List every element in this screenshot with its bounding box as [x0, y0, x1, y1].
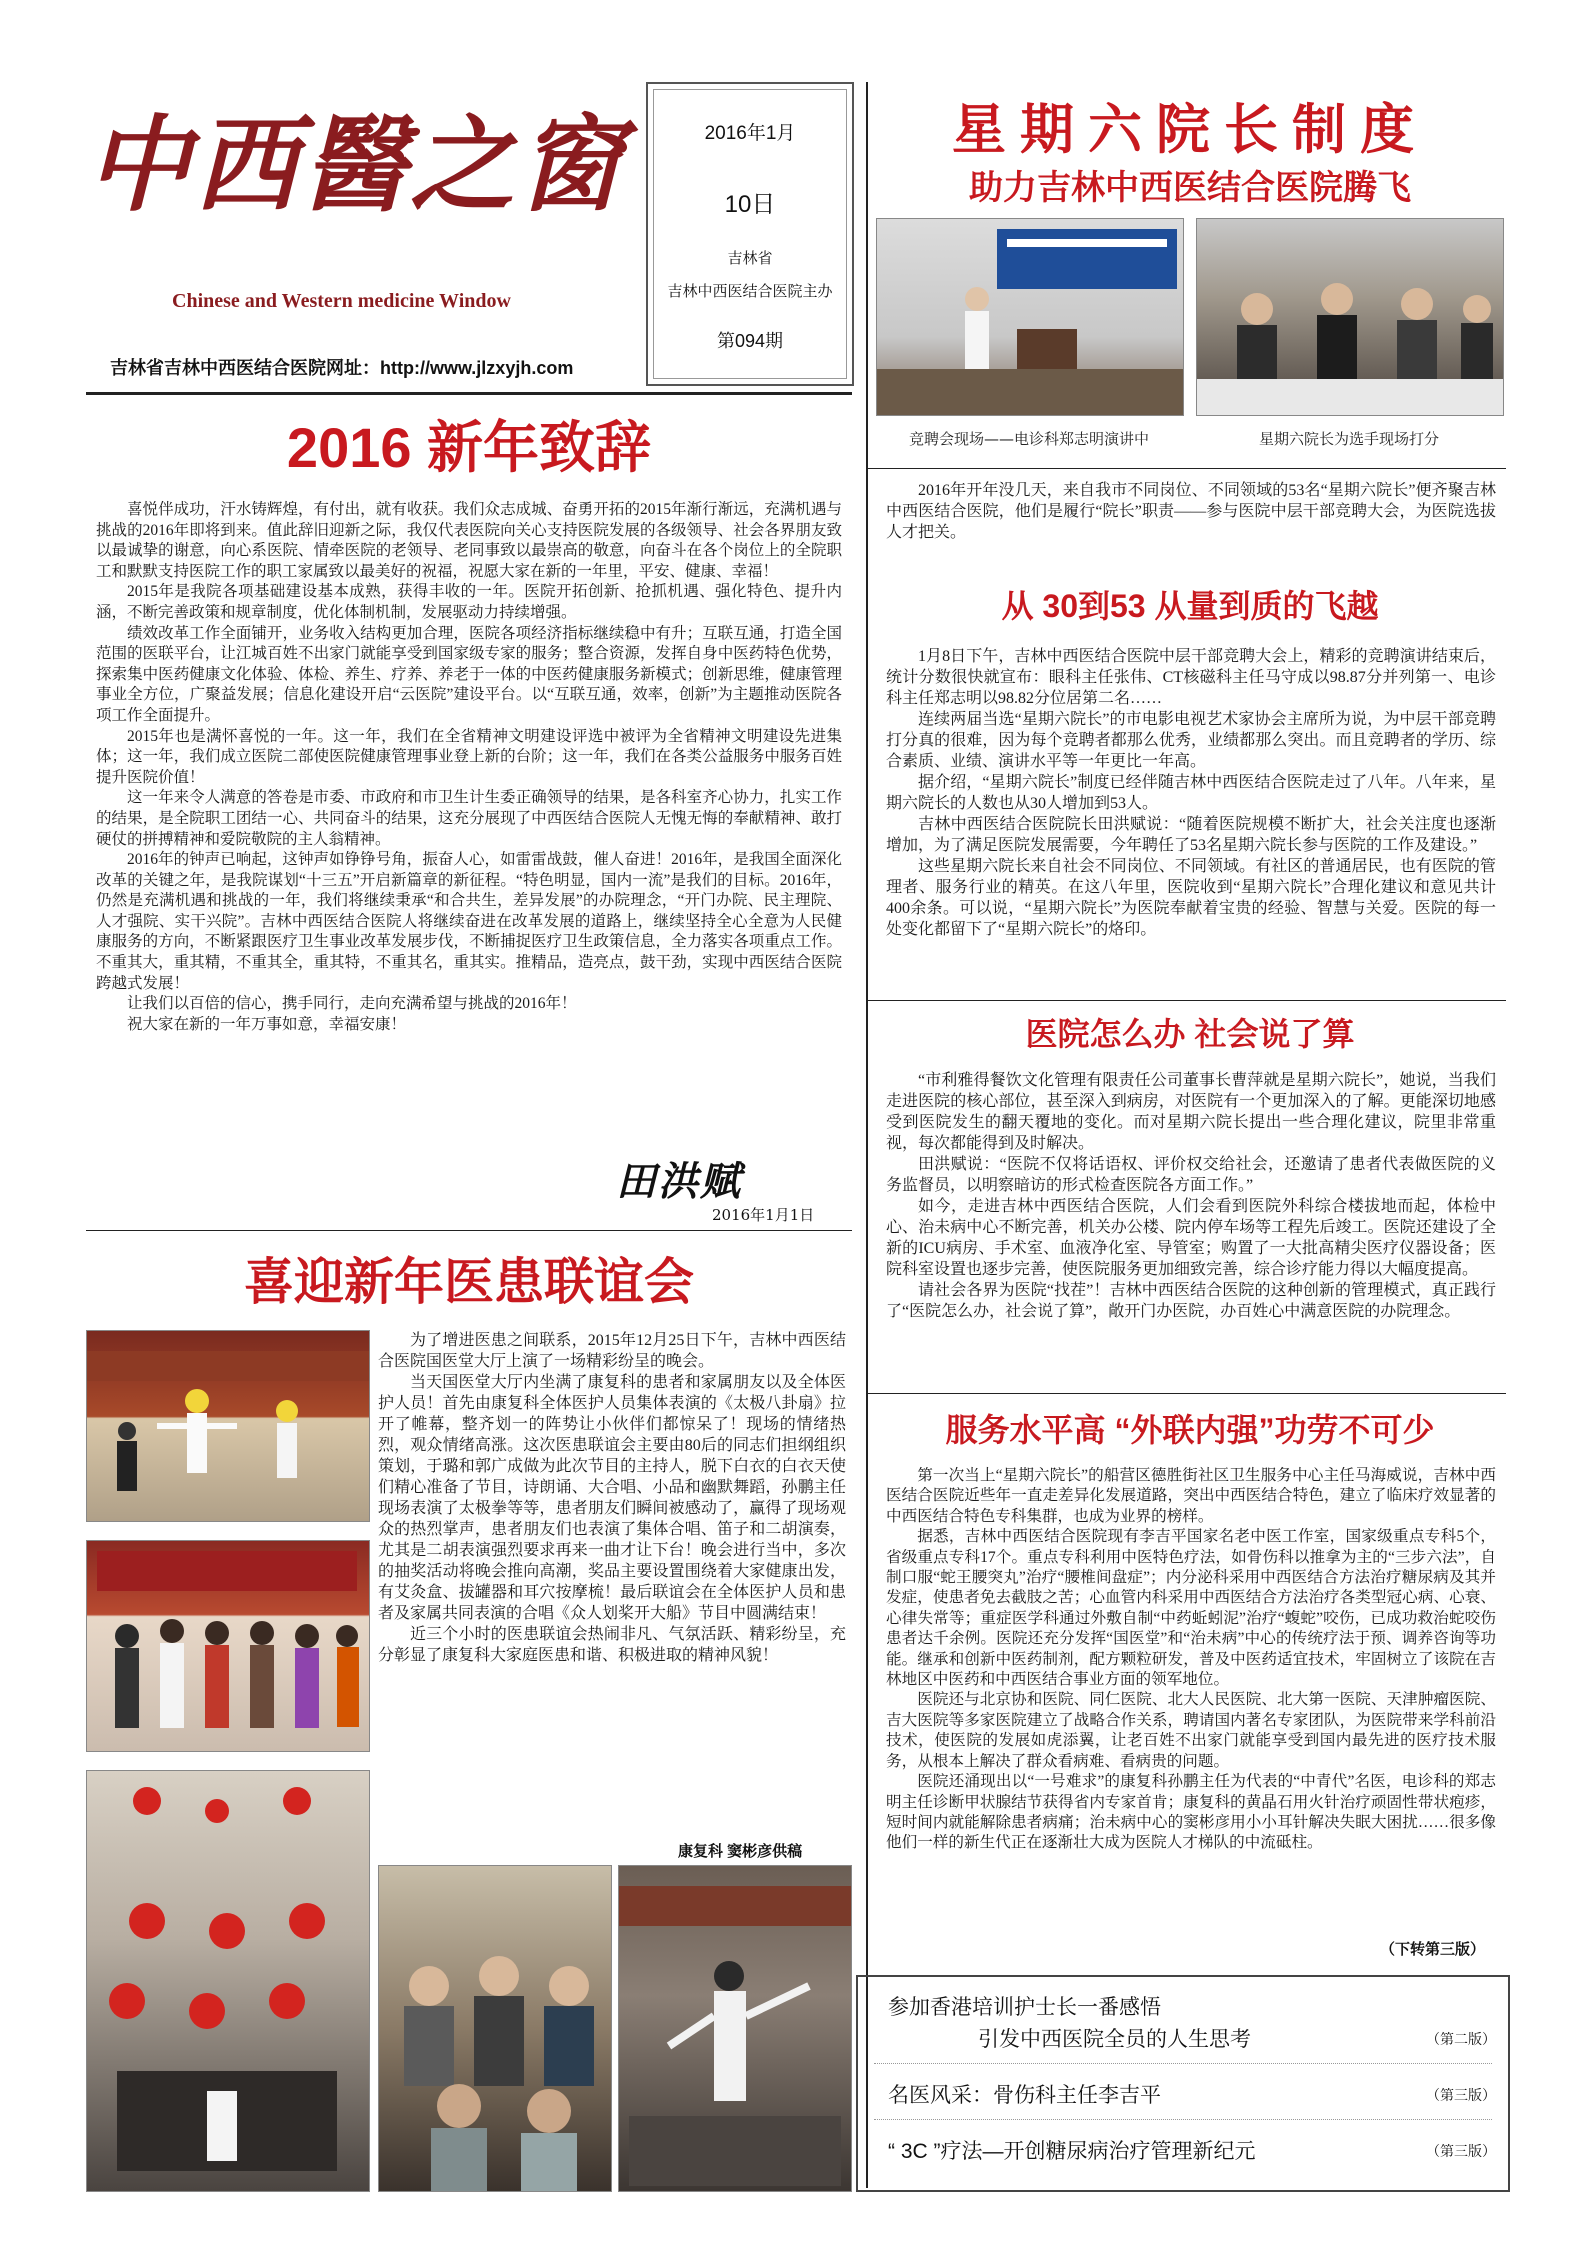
s3-body: [886, 1466, 1496, 1854]
new-year-paragraph: 这一年来令人满意的答卷是市委、市政府和市卫生计生委正确领导的结果，是各科室齐心协力，扎实工作的结果，是全院职工团结一心、共同奋斗的结果，这充分展现了中西医结合医院人无愧无悔的奉献精神、敢打硬仗的拼搏精神和爱院敬院的主人翁精神。: [96, 789, 842, 848]
toc-item-2-page: （第三版）: [1426, 2088, 1496, 2104]
new-year-paragraph: 让我们以百倍的信心，携手同行，走向充满希望与挑战的2016年！: [127, 995, 577, 1013]
issue-year-month: 2016年1月: [704, 123, 796, 144]
new-year-body: [96, 500, 842, 1035]
issue-number: 第094期: [716, 331, 784, 351]
s1-paragraph: 1月8日下午，吉林中西医结合医院中层干部竞聘大会上，精彩的竞聘演讲结束后，统计分数很快就宣布：眼科主任张伟、CT核磁科主任马守成以98.87分并列第一、电诊科主任郑志明以98.82分位居第二名……: [886, 648, 1496, 707]
audience-illustration: [379, 1866, 611, 2191]
s2-paragraph: 请社会各界为医院“找茬”！吉林中西医结合医院的这种创新的管理模式，真正践行了“医院怎么办，社会说了算”，敞开门办医院，办百姓心中满意医院的办院理念。: [886, 1282, 1496, 1320]
photo-competition-speech: [876, 218, 1184, 416]
photo-scoring: [1196, 218, 1504, 416]
masthead-english-name: Chinese and Western medicine Window: [172, 290, 511, 312]
toc-item-3-page: （第三版）: [1426, 2144, 1496, 2160]
new-year-paragraph: 喜悦伴成功，汗水铸辉煌，有付出，就有收获。我们众志成城、奋勇开拓的2015年渐行渐远，充满机遇与挑战的2016年即将到来。值此辞旧迎新之际，我仅代表医院向关心支持医院发展的各级领导、社会各界朋友致以最诚挚的谢意，向心系医院、情牵医院的老领导、老同事致以最崇高的敬意，向奋斗在各个岗位上的全院职工和默默支持医院工作的职工家属致以最美好的祝福，祝愿大家在新的一年里，平安、健康、幸福！: [96, 501, 842, 580]
website-line: 吉林省吉林中西医结合医院网址：http://www.jlzxyjh.com: [110, 358, 574, 378]
toc-item-1-page: （第二版）: [1426, 2032, 1496, 2048]
party-photo-audience: [378, 1865, 612, 2192]
new-year-paragraph: 祝大家在新的一年万事如意，幸福安康！: [127, 1015, 407, 1033]
masthead-rule: [86, 392, 852, 395]
s3-paragraph: 据悉，吉林中西医结合医院现有李吉平国家名老中医工作室，国家级重点专科5个，省级重点专科17个。重点专科利用中医特色疗法，如骨伤科以推拿为主的“三步六法”，自制口服“蛇王腰突丸”治疗“腰椎间盘症”；内分泌科采用中西医结合方法治疗糖尿病及其并发症，使患者免去截肢之苦；心血管内科采用中西医结合方法治疗各类型冠心病、心衰、心律失常等；重症医学科通过外敷自制“中药蚯蚓泥”治疗“蝮蛇”咬伤，已成功救治蛇咬伤患者达千余例。医院还充分发挥“国医堂”和“治未病”中心的传统疗法于预、调养咨询等功能。继承和创新中医药制剂，配方颗粒研发，普及中医药适宜技术，牢固树立了该院在吉林地区中医药和中西医结合事业方面的领军地位。: [886, 1528, 1496, 1689]
scoring-scene-illustration: [1197, 219, 1503, 415]
issue-province: 吉林省: [727, 250, 773, 267]
party-photo-group: [86, 1540, 370, 1752]
saturday-title: 星期六院长制度: [952, 100, 1428, 160]
new-year-paragraph: 2016年的钟声已响起，这钟声如铮铮号角，振奋人心，如雷雷战鼓，催人奋进！2016年，是我国全面深化改革的关键之年，是我院谋划“十三五”开启新篇章的新征程。“特色明显，国内一流”是我们的目标。2016年，仍然是充满机遇和挑战的一年，我们将继续秉承“和合共生，差异发展”的办院理念，“开门办院、民主理院、人才强院、实干兴院”。吉林中西医结合医院人将继续奋进在改革发展的道路上，继续坚持全心全意为人民健康服务的方向，不断紧跟医疗卫生事业改革发展步伐，不断捕捉医疗卫生政策信息，全力落实各项重点工作。不重其大，重其精，不重其全，重其特，不重其名，重其实。推精品，造亮点，鼓干劲，实现中西医结合医院跨越式发展！: [96, 851, 842, 992]
s2-title: 医院怎么办 社会说了算: [1025, 1016, 1355, 1052]
toc-item-1-line1[interactable]: 参加香港培训护士长一番感悟: [888, 1996, 1161, 2019]
masthead: [86, 100, 646, 320]
speech-scene-illustration: [877, 219, 1183, 415]
s1-title: 从 30到53 从量到质的飞越: [1001, 588, 1379, 624]
new-year-paragraph: 2015年也是满怀喜悦的一年。这一年，我们在全省精神文明建设评选中被评为全省精神文明建设先进集体；这一年，我们成立医院二部使医院健康管理事业登上新的台阶；这一年，我们在各类公益服务中服务百姓提升医院价值！: [96, 727, 842, 786]
s2-paragraph: 如今，走进吉林中西医结合医院，人们会看到医院外科综合楼拔地而起，体检中心、治未病中心不断完善，机关办公楼、院内停车场等工程先后竣工。医院还建设了全新的ICU病房、手术室、血液净化室、导管室；购置了一大批高精尖医疗仪器设备；医院科室设置也逐步完善，使医院服务更加细致完善，综合诊疗能力得以大幅度提高。: [886, 1198, 1496, 1278]
contents-box: [856, 1975, 1510, 2192]
party-paragraph: 当天国医堂大厅内坐满了康复科的患者和家属朋友以及全体医护人员！首先由康复科全体医护人员集体表演的《太极八卦扇》拉开了帷幕，整齐划一的阵势让小伙伴们都惊呆了！现场的情绪热烈，观众情绪高涨。这次医患联谊会主要由80后的同志们担纲组织策划，于璐和郭广成做为此次节目的主持人，脱下白衣的白衣天使们精心准备了节目，诗朗诵、大合唱、小品和幽默舞蹈，孙鹏主任现场表演了太极拳等等，患者朋友们瞬间被感动了，赢得了现场观众的热烈掌声，患者朋友们也表演了集体合唱、笛子和二胡演奏，尤其是二胡表演强烈要求再来一曲才让下台！晚会进行当中，多次的抽奖活动将晚会推向高潮，奖品主要设置围绕着大家健康出发，有艾灸盒、拔罐器和耳穴按摩梳！最后联谊会在全体医护人员和患者及家属共同表演的合唱《众人划桨开大船》节目中圆满结束！: [378, 1374, 846, 1622]
caption-scoring: 星期六院长为选手现场打分: [1258, 430, 1439, 448]
party-paragraph: 近三个小时的医患联谊会热闹非凡、气氛活跃、精彩纷呈，充分彰显了康复科大家庭医患和谐、积极进取的精神风貌！: [378, 1626, 846, 1664]
section-rule-right-2: [866, 1000, 1506, 1001]
s2-paragraph: 田洪赋说：“医院不仅将话语权、评价权交给社会，还邀请了患者代表做医院的义务监督员，以明察暗访的形式检查医院各方面工作。”: [886, 1156, 1496, 1194]
issue-day: 10日: [724, 191, 776, 218]
s1-paragraph: 这些星期六院长来自社会不同岗位、不同领域。有社区的普通居民，也有医院的管理者、服务行业的精英。在这八年里，医院收到“星期六院长”合理化建议和意见共计400余条。可以说，“星期六院长”为医院奉献着宝贵的经验、智慧与关爱。医院的每一处变化都留下了“星期六院长”的烙印。: [886, 858, 1496, 938]
s3-title: 服务水平高 “外联内强”功劳不可少: [945, 1412, 1435, 1448]
masthead-logo: 中西醫之窗: [86, 103, 627, 226]
group-photo-illustration: [87, 1541, 369, 1751]
signature: 田洪赋: [616, 1158, 742, 1205]
section-rule-right-3: [866, 1393, 1506, 1394]
party-title: 喜迎新年医患联谊会: [244, 1254, 694, 1310]
s1-paragraph: 连续两届当选“星期六院长”的市电影电视艺术家协会主席所为说，为中层干部竞聘打分真的很难，因为每个竞聘者都那么优秀，业绩都那么突出。而且竞聘者的学历、综合素质、业绩、演讲水平等一年更比一年高。: [886, 711, 1496, 770]
party-photo-dance: [86, 1330, 370, 1522]
s2-paragraph: “市利雅得餐饮文化管理有限责任公司董事长曹萍就是星期六院长”，她说，当我们走进医院的核心部位，甚至深入到病房，对医院有一个更加深入的了解。更能深切地感受到医院发生的翻天覆地的变化。而对星期六院长提出一些合理化建议，院里非常重视，每次都能得到及时解决。: [886, 1072, 1496, 1152]
toc-item-3[interactable]: “ 3C ”疗法—开创糖尿病治疗管理新纪元: [888, 2140, 1256, 2163]
s1-paragraph: 据介绍，“星期六院长”制度已经伴随吉林中西医结合医院走过了八年。八年来，星期六院长的人数也从30人增加到53人。: [886, 774, 1496, 812]
party-photo-fan-dance: [86, 1770, 370, 2192]
new-year-date: 2016年1月1日: [712, 1206, 815, 1224]
fan-dance-illustration: [87, 1771, 369, 2191]
dance-scene-illustration: [87, 1331, 369, 1521]
column-divider: [866, 82, 868, 2188]
saturday-intro-paragraph: 2016年开年没几天，来自我市不同岗位、不同领域的53名“星期六院长”便齐聚吉林中西医结合医院，他们是履行“院长”职责——参与医院中层干部竞聘大会，为医院选拔人才把关。: [886, 482, 1496, 541]
party-body: [378, 1330, 846, 1666]
saturday-intro: [886, 480, 1496, 543]
s1-body: [886, 646, 1496, 940]
new-year-paragraph: 绩效改革工作全面铺开，业务收入结构更加合理，医院各项经济指标继续稳中有升；互联互通，打造全国范围的医联平台，让江城百姓不出家门就能享受到国家级专家的服务；整合资源，发挥自身中医药特色优势，探索集中医药健康文化体验、体检、养生、疗养、养老于一体的中医药健康服务新模式；创新思维，健康管理事业全方位，广聚益发展；信息化建设开启“云医院”建设平台。以“互联互通，效率，创新”为主题推动医院各项工作全面提升。: [96, 624, 842, 724]
party-credit: 康复科 窦彬彦供稿: [678, 1843, 803, 1860]
toc-divider-2: [874, 2119, 1492, 2120]
s3-paragraph: 医院还涌现出以“一号难求”的康复科孙鹏主任为代表的“中青代”名医，电诊科的郑志明主任诊断甲状腺结节获得省内专家首肯；康复科的黄晶石用火针治疗顽固性带状疱疹，短时间内就能解除患者病痛；治未病中心的窦彬彦用小小耳针解决失眠大困扰……很多像他们一样的新生代正在逐渐壮大成为医院人才梯队的中流砥柱。: [886, 1773, 1496, 1852]
s3-paragraph: 第一次当上“星期六院长”的船营区德胜街社区卫生服务中心主任马海威说，吉林中西医结合医院近些年一直走差异化发展道路，突出中西医结合特色，建立了临床疗效显著的中西医结合特色专科集群，也成为业界的榜样。: [886, 1467, 1496, 1525]
saturday-subtitle: 助力吉林中西医结合医院腾飞: [969, 169, 1411, 207]
taichi-illustration: [619, 1866, 851, 2191]
issue-info-box: [646, 82, 854, 386]
new-year-title: 2016 新年致辞: [286, 416, 652, 479]
toc-item-1-line2[interactable]: 引发中西医院全员的人生思考: [978, 2028, 1251, 2051]
section-rule-right-1: [866, 468, 1506, 469]
section-rule-left: [86, 1230, 852, 1231]
caption-competition: 竞聘会现场——电诊科郑志明演讲中: [908, 430, 1149, 448]
party-paragraph: 为了增进医患之间联系，2015年12月25日下午，吉林中西医结合医院国医堂大厅上演了一场精彩纷呈的晚会。: [378, 1332, 846, 1370]
new-year-paragraph: 2015年是我院各项基础建设基本成熟，获得丰收的一年。医院开拓创新、抢抓机遇、强化特色、提升内涵，不断完善政策和规章制度，优化体制机制，发展驱动力持续增强。: [96, 583, 842, 621]
party-photo-taichi: [618, 1865, 852, 2192]
toc-divider-1: [874, 2063, 1492, 2064]
issue-sponsor: 吉林中西医结合医院主办: [667, 283, 833, 300]
s2-body: [886, 1070, 1496, 1322]
toc-item-2[interactable]: 名医风采：骨伤科主任李吉平: [888, 2084, 1161, 2107]
s3-paragraph: 医院还与北京协和医院、同仁医院、北大人民医院、北大第一医院、天津肿瘤医院、吉大医院等多家医院建立了战略合作关系，聘请国内著名专家团队，为医院带来学科前沿技术，使医院的发展如虎添翼，让老百姓不出家门就能享受到国内最先进的医疗技术服务，从根本上解决了群众看病难、看病贵的问题。: [886, 1691, 1496, 1770]
continued-note: （下转第三版）: [1380, 1941, 1486, 1958]
s1-paragraph: 吉林中西医结合医院院长田洪赋说：“随着医院规模不断扩大，社会关注度也逐渐增加，为了满足医院发展需要，今年聘任了53名星期六院长参与医院的工作及建设。”: [886, 816, 1496, 854]
